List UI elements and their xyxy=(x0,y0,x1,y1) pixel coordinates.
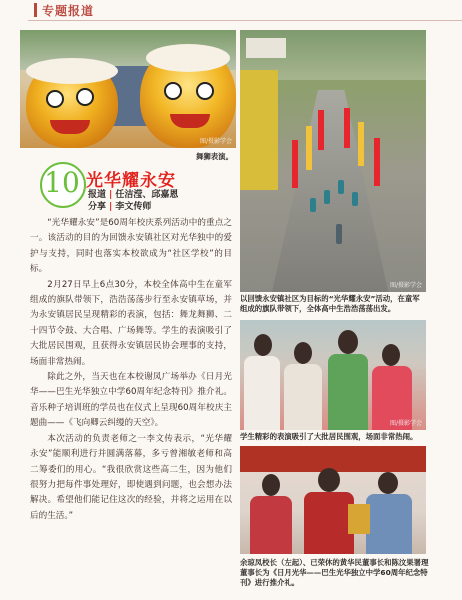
article-title: 光华耀永安 xyxy=(86,171,176,191)
building xyxy=(246,38,286,58)
paragraph: “光华耀永安”是60周年校庆系列活动中的重点之一。该活动的目的为回馈永安镇社区对光华独中的爱护与支持，同时也落实本校欲成为“社区学校”的目标。 xyxy=(30,218,232,275)
article-number: 10 xyxy=(44,166,80,199)
lion-photo-caption: 舞狮表演。 xyxy=(196,152,233,161)
header-accent-bar xyxy=(34,3,37,17)
reporter-line: 报道 | 任洁滢、邱嘉恩 xyxy=(88,190,179,200)
book-launch-photo xyxy=(240,446,426,554)
section-title: 专题报道 xyxy=(42,4,95,18)
photo-credit: 图/摄影学会 xyxy=(389,282,422,289)
commemorative-book xyxy=(348,504,370,534)
parade-photo-caption: 以回馈永安镇社区为目标的“光华耀永安”活动，在童军组成的旗队带领下，全体高中生浩浩荡荡出发。 xyxy=(240,294,420,313)
paragraph: 2月27日早上6点30分，本校全体高中生在童军组成的旗队带领下，浩浩荡荡步行至永安镇草场，并为永安镇居民呈现精彩的表演，包括：舞龙舞狮、二十四节令鼓、大合唱、广场舞等。学生的表演吸引了大批居民围观，且获得永安镇居民协会理事的支持，场面非常热闹。 xyxy=(30,279,232,367)
sharer-line: 分享 | 李文传师 xyxy=(88,202,152,212)
paragraph: 除此之外，当天也在本校谢凤广场举办《日月光华——巴生光华独立中学60周年纪念特刊》推介礼。音乐种子培训班的学员也在仪式上呈现60周年校庆主题曲——《飞向卿云纠缦的天空》。 xyxy=(30,372,232,429)
yellow-wall xyxy=(240,70,278,190)
photo-credit: 图/摄影学会 xyxy=(389,420,422,427)
lion-head-right xyxy=(140,44,236,148)
header-divider xyxy=(28,20,462,21)
article-body xyxy=(30,216,232,524)
audience-photo-caption: 学生精彩的表演吸引了大批居民围观，场面非常热闹。 xyxy=(240,432,418,441)
reporter-label: 报道 xyxy=(88,190,107,200)
paragraph: 本次活动的负责老师之一李文传表示，“光华耀永安”能顺利进行并圆满落幕，多亏曾湘敏老师和高二筹委们的用心。“我很欣赏这些高二生，因为他们很努力把每件事处理好，即使遇到问题，也会想办法解决。希望他们能记住这次的经验，并将之运用在以后的生活。” xyxy=(30,433,232,521)
sharer-label: 分享 xyxy=(88,202,107,212)
photo-credit: 图/摄影学会 xyxy=(199,138,232,145)
section-header xyxy=(0,0,462,22)
lion-dance-photo xyxy=(20,30,236,148)
reporter-names: 任洁滢、邱嘉恩 xyxy=(115,190,179,200)
leader xyxy=(336,224,342,244)
book-launch-caption: 余琼凤校长（左起）、已荣休的黄华民董事长和陈汶果署理董事长为《日月光华——巴生光华独立中学60周年纪念特刊》进行推介礼。 xyxy=(240,558,429,587)
road xyxy=(270,90,390,292)
sharer-name: 李文传师 xyxy=(115,202,152,212)
lion-head-left xyxy=(26,58,118,148)
parade-photo xyxy=(240,30,426,292)
audience-photo xyxy=(240,320,426,430)
